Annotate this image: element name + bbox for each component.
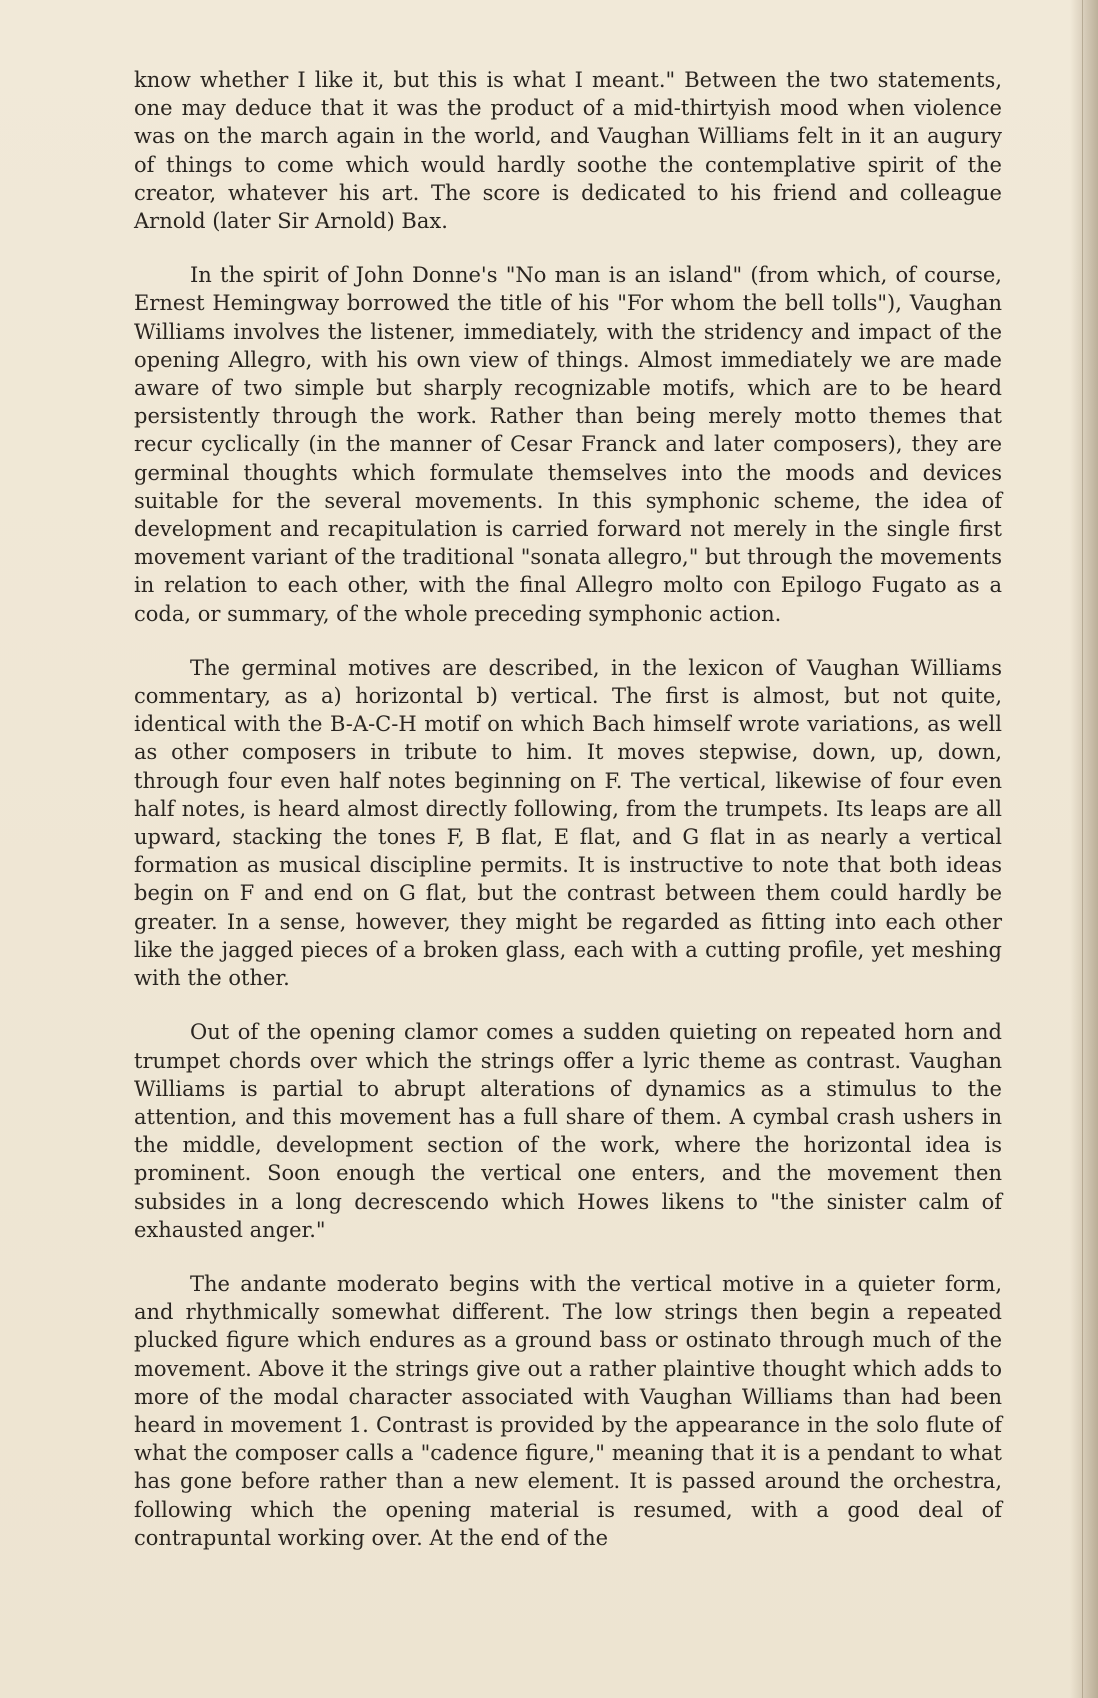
paragraph-continuation: know whether I like it, but this is what I meant." Between the two statements, one may deduce that it was the product of a mid-thirtyish mood when violence was on the march again in the world, and Vaughan Williams felt in it an augury of things to come which would hardly soothe the contemplative spirit of the creator, whatever his art. The score is dedicated to his friend and colleague Arnold (later Sir Arnold) Bax. — [134, 68, 1002, 234]
article-body — [134, 66, 1002, 1578]
paragraph-andante-moderato: The andante moderato begins with the vertical motive in a quieter form, and rhythmically somewhat different. The low strings then begin a repeated plucked figure which endures as a ground bass or ostinato through much of the movement. Above it the strings give out a rather plaintive thought which adds to more of the modal character associated with Vaughan Williams than had been heard in movement 1. Contrast is provided by the appearance in the solo flute of what the composer calls a "cadence figure," meaning that it is a pendant to what has gone before rather than a new element. It is passed around the orchestra, following which the opening material is resumed, with a good deal of contrapuntal working over. At the end of the — [134, 1271, 1002, 1550]
page-binding-edge — [1082, 0, 1083, 1698]
paragraph-germinal-motives: The germinal motives are described, in the lexicon of Vaughan Williams commentary, as a) horizontal b) vertical. The first is almost, but not quite, identical with the B-A-C-H motif on which Bach himself wrote variations, as well as other composers in tribute to him. It moves stepwise, down, up, down, through four even half notes beginning on F. The vertical, likewise of four even half notes, is heard almost directly following, from the trumpets. Its leaps are all upward, stacking the tones F, B flat, E flat, and G flat in as nearly a vertical formation as musical discipline permits. It is instructive to note that both ideas begin on F and end on G flat, but the contrast between them could hardly be greater. In a sense, however, they might be regarded as fitting into each other like the jagged pieces of a broken glass, each with a cutting profile, yet meshing with the other. — [134, 655, 1002, 991]
paragraph-donne: In the spirit of John Donne's "No man is an island" (from which, of course, Ernest Hemingway borrowed the title of his "For whom the bell tolls"), Vaughan Williams involves the listener, immediately, with the stridency and impact of the opening Allegro, with his own view of things. Almost immediately we are made aware of two simple but sharply recognizable motifs, which are to be heard persistently through the work. Rather than being merely motto themes that recur cyclically (in the manner of Cesar Franck and later composers), they are germinal thoughts which formulate themselves into the moods and devices suitable for the several movements. In this symphonic scheme, the idea of development and recapitulation is carried forward not merely in the single first movement variant of the traditional "sonata allegro," but through the movements in relation to each other, with the final Allegro molto con Epilogo Fugato as a coda, or summary, of the whole preceding symphonic action. — [134, 263, 1002, 626]
paragraph-opening-clamor: Out of the opening clamor comes a sudden quieting on repeated horn and trumpet chords over which the strings offer a lyric theme as contrast. Vaughan Williams is partial to abrupt alterations of dynamics as a stimulus to the attention, and this movement has a full share of them. A cymbal crash ushers in the middle, development section of the work, where the horizontal idea is prominent. Soon enough the vertical one enters, and the movement then subsides in a long decrescendo which Howes likens to "the sinister calm of exhausted anger." — [134, 1020, 1002, 1242]
